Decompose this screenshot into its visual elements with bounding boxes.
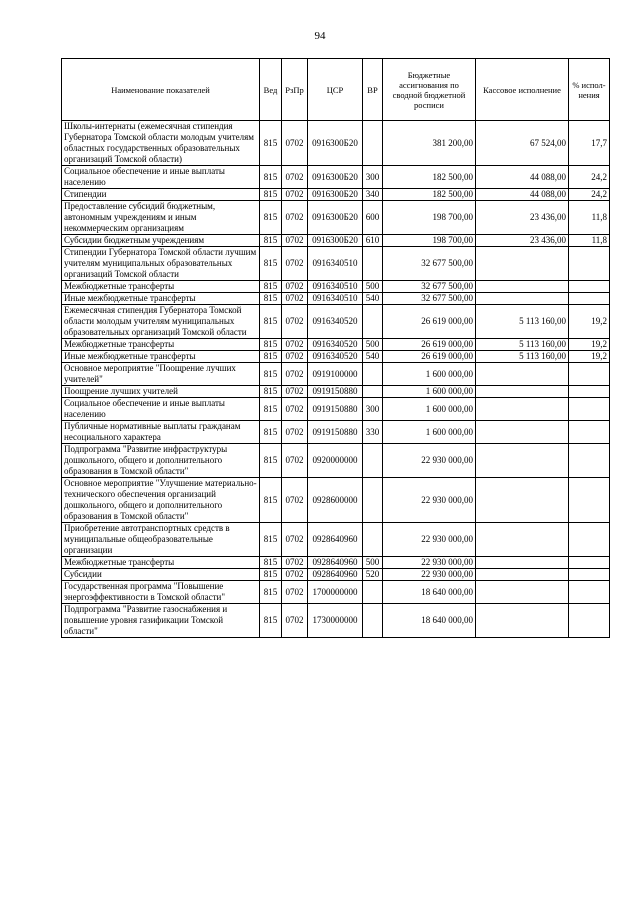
row-ved: 815 xyxy=(260,581,282,604)
row-cash-amount xyxy=(476,247,569,281)
row-ved: 815 xyxy=(260,121,282,166)
row-budget-amount: 381 200,00 xyxy=(383,121,476,166)
row-cash-amount xyxy=(476,557,569,569)
row-vr xyxy=(363,121,383,166)
row-percent: 19,2 xyxy=(569,351,610,363)
table-row xyxy=(62,569,610,581)
row-csr: 0916340510 xyxy=(308,247,363,281)
row-rzpr: 0702 xyxy=(282,569,308,581)
table-row xyxy=(62,189,610,201)
row-percent: 17,7 xyxy=(569,121,610,166)
row-budget-amount: 32 677 500,00 xyxy=(383,281,476,293)
row-rzpr: 0702 xyxy=(282,166,308,189)
row-cash-amount xyxy=(476,604,569,638)
row-name: Государственная программа "Повышение энергоэффективности в Томской области" xyxy=(62,581,260,604)
row-cash-amount: 5 113 160,00 xyxy=(476,305,569,339)
row-ved: 815 xyxy=(260,569,282,581)
header-vr: ВР xyxy=(363,59,383,121)
row-percent xyxy=(569,421,610,444)
row-cash-amount xyxy=(476,281,569,293)
table-row xyxy=(62,281,610,293)
row-percent: 11,8 xyxy=(569,235,610,247)
row-rzpr: 0702 xyxy=(282,339,308,351)
row-name: Школы-интернаты (ежемесячная стипендия Губернатора Томской области молодым учителям областных государственных образовательных организаций Томской области) xyxy=(62,121,260,166)
row-vr xyxy=(363,247,383,281)
table-row xyxy=(62,166,610,189)
row-cash-amount xyxy=(476,421,569,444)
header-pct: % испол-нения xyxy=(569,59,610,121)
row-rzpr: 0702 xyxy=(282,421,308,444)
row-percent xyxy=(569,293,610,305)
row-ved: 815 xyxy=(260,523,282,557)
row-csr: 0919150880 xyxy=(308,386,363,398)
header-name: Наименование показателей xyxy=(62,59,260,121)
table-row xyxy=(62,293,610,305)
row-cash-amount xyxy=(476,581,569,604)
row-vr: 600 xyxy=(363,201,383,235)
table-header-row xyxy=(62,59,610,121)
row-csr: 0928640960 xyxy=(308,523,363,557)
row-cash-amount: 5 113 160,00 xyxy=(476,339,569,351)
table-row xyxy=(62,121,610,166)
table-row xyxy=(62,604,610,638)
row-csr: 0916300Б20 xyxy=(308,189,363,201)
row-csr: 0916340520 xyxy=(308,339,363,351)
row-rzpr: 0702 xyxy=(282,305,308,339)
row-ved: 815 xyxy=(260,293,282,305)
row-name: Межбюджетные трансферты xyxy=(62,557,260,569)
row-name: Иные межбюджетные трансферты xyxy=(62,351,260,363)
row-percent xyxy=(569,247,610,281)
row-ved: 815 xyxy=(260,305,282,339)
row-percent: 19,2 xyxy=(569,339,610,351)
row-vr xyxy=(363,444,383,478)
row-name: Предоставление субсидий бюджетным, автономным учреждениям и иным некоммерческим организациям xyxy=(62,201,260,235)
row-vr xyxy=(363,386,383,398)
row-percent xyxy=(569,281,610,293)
row-ved: 815 xyxy=(260,421,282,444)
row-budget-amount: 26 619 000,00 xyxy=(383,305,476,339)
row-ved: 815 xyxy=(260,247,282,281)
table-body xyxy=(62,121,610,638)
row-csr: 0928640960 xyxy=(308,569,363,581)
table-row xyxy=(62,398,610,421)
row-name: Межбюджетные трансферты xyxy=(62,339,260,351)
row-vr: 500 xyxy=(363,557,383,569)
row-name: Подпрограмма "Развитие газоснабжения и повышение уровня газификации Томской области" xyxy=(62,604,260,638)
row-vr xyxy=(363,363,383,386)
row-csr: 0916300Б20 xyxy=(308,235,363,247)
row-vr: 500 xyxy=(363,339,383,351)
header-ved: Вед xyxy=(260,59,282,121)
row-ved: 815 xyxy=(260,235,282,247)
row-name: Социальное обеспечение и иные выплаты населению xyxy=(62,166,260,189)
table-row xyxy=(62,523,610,557)
row-rzpr: 0702 xyxy=(282,121,308,166)
row-csr: 0916340510 xyxy=(308,281,363,293)
row-percent xyxy=(569,398,610,421)
header-cash: Кассовое исполнение xyxy=(476,59,569,121)
row-budget-amount: 18 640 000,00 xyxy=(383,581,476,604)
row-rzpr: 0702 xyxy=(282,363,308,386)
row-csr: 0916340520 xyxy=(308,305,363,339)
row-rzpr: 0702 xyxy=(282,201,308,235)
row-vr xyxy=(363,305,383,339)
row-name: Основное мероприятие "Улучшение материально-технического обеспечения организаций дошкольного, общего и дополнительного образования в Томской области" xyxy=(62,478,260,523)
row-budget-amount: 22 930 000,00 xyxy=(383,523,476,557)
row-percent xyxy=(569,523,610,557)
row-rzpr: 0702 xyxy=(282,604,308,638)
row-name: Подпрограмма "Развитие инфраструктуры дошкольного, общего и дополнительного образования в Томской области" xyxy=(62,444,260,478)
row-ved: 815 xyxy=(260,398,282,421)
row-percent xyxy=(569,581,610,604)
row-cash-amount: 23 436,00 xyxy=(476,201,569,235)
row-vr: 540 xyxy=(363,351,383,363)
row-budget-amount: 22 930 000,00 xyxy=(383,478,476,523)
row-cash-amount xyxy=(476,569,569,581)
row-cash-amount: 23 436,00 xyxy=(476,235,569,247)
row-name: Публичные нормативные выплаты гражданам несоциального характера xyxy=(62,421,260,444)
row-ved: 815 xyxy=(260,351,282,363)
row-budget-amount: 32 677 500,00 xyxy=(383,293,476,305)
table-row xyxy=(62,363,610,386)
row-percent: 24,2 xyxy=(569,166,610,189)
row-vr: 540 xyxy=(363,293,383,305)
header-csr: ЦСР xyxy=(308,59,363,121)
row-percent xyxy=(569,569,610,581)
row-budget-amount: 1 600 000,00 xyxy=(383,363,476,386)
table-row xyxy=(62,421,610,444)
row-csr: 0916300Б20 xyxy=(308,201,363,235)
row-cash-amount xyxy=(476,523,569,557)
row-budget-amount: 182 500,00 xyxy=(383,166,476,189)
row-vr: 300 xyxy=(363,166,383,189)
row-name: Межбюджетные трансферты xyxy=(62,281,260,293)
row-rzpr: 0702 xyxy=(282,235,308,247)
table-row xyxy=(62,201,610,235)
row-rzpr: 0702 xyxy=(282,398,308,421)
row-percent xyxy=(569,363,610,386)
row-name: Стипендии xyxy=(62,189,260,201)
table-row xyxy=(62,444,610,478)
row-csr: 1700000000 xyxy=(308,581,363,604)
row-cash-amount xyxy=(476,386,569,398)
row-vr: 340 xyxy=(363,189,383,201)
page-number: 94 xyxy=(314,30,326,42)
table-row xyxy=(62,581,610,604)
row-budget-amount: 182 500,00 xyxy=(383,189,476,201)
row-vr xyxy=(363,604,383,638)
row-rzpr: 0702 xyxy=(282,581,308,604)
row-budget-amount: 32 677 500,00 xyxy=(383,247,476,281)
row-name: Основное мероприятие "Поощрение лучших учителей" xyxy=(62,363,260,386)
row-ved: 815 xyxy=(260,166,282,189)
row-name: Субсидии xyxy=(62,569,260,581)
row-percent xyxy=(569,604,610,638)
row-csr: 0916300Б20 xyxy=(308,121,363,166)
row-percent xyxy=(569,386,610,398)
row-csr: 0919150880 xyxy=(308,421,363,444)
row-rzpr: 0702 xyxy=(282,478,308,523)
row-ved: 815 xyxy=(260,557,282,569)
row-name: Социальное обеспечение и иные выплаты населению xyxy=(62,398,260,421)
row-csr: 0916300Б20 xyxy=(308,166,363,189)
row-vr: 330 xyxy=(363,421,383,444)
row-cash-amount xyxy=(476,444,569,478)
row-percent xyxy=(569,444,610,478)
row-cash-amount xyxy=(476,293,569,305)
row-budget-amount: 198 700,00 xyxy=(383,201,476,235)
row-budget-amount: 22 930 000,00 xyxy=(383,569,476,581)
row-cash-amount: 44 088,00 xyxy=(476,166,569,189)
row-budget-amount: 18 640 000,00 xyxy=(383,604,476,638)
row-rzpr: 0702 xyxy=(282,557,308,569)
table-row xyxy=(62,557,610,569)
table-row xyxy=(62,386,610,398)
row-rzpr: 0702 xyxy=(282,281,308,293)
row-percent: 11,8 xyxy=(569,201,610,235)
row-cash-amount xyxy=(476,478,569,523)
row-name: Стипендии Губернатора Томской области лучшим учителям муниципальных образовательных организаций Томской области xyxy=(62,247,260,281)
row-percent xyxy=(569,478,610,523)
row-csr: 0919100000 xyxy=(308,363,363,386)
row-csr: 0916340520 xyxy=(308,351,363,363)
row-vr: 300 xyxy=(363,398,383,421)
row-rzpr: 0702 xyxy=(282,386,308,398)
row-cash-amount: 67 524,00 xyxy=(476,121,569,166)
row-ved: 815 xyxy=(260,363,282,386)
budget-table xyxy=(61,58,610,638)
row-budget-amount: 26 619 000,00 xyxy=(383,351,476,363)
row-rzpr: 0702 xyxy=(282,293,308,305)
row-csr: 0928640960 xyxy=(308,557,363,569)
row-rzpr: 0702 xyxy=(282,523,308,557)
row-rzpr: 0702 xyxy=(282,351,308,363)
row-cash-amount: 5 113 160,00 xyxy=(476,351,569,363)
row-percent xyxy=(569,557,610,569)
row-ved: 815 xyxy=(260,478,282,523)
row-budget-amount: 22 930 000,00 xyxy=(383,444,476,478)
row-budget-amount: 1 600 000,00 xyxy=(383,421,476,444)
row-budget-amount: 26 619 000,00 xyxy=(383,339,476,351)
row-ved: 815 xyxy=(260,189,282,201)
row-csr: 0920000000 xyxy=(308,444,363,478)
table-row xyxy=(62,339,610,351)
row-ved: 815 xyxy=(260,604,282,638)
row-csr: 0928600000 xyxy=(308,478,363,523)
row-cash-amount xyxy=(476,363,569,386)
header-rzpr: РзПр xyxy=(282,59,308,121)
row-ved: 815 xyxy=(260,444,282,478)
row-vr: 500 xyxy=(363,281,383,293)
row-csr: 0919150880 xyxy=(308,398,363,421)
row-rzpr: 0702 xyxy=(282,444,308,478)
row-name: Иные межбюджетные трансферты xyxy=(62,293,260,305)
table-row xyxy=(62,305,610,339)
table-row xyxy=(62,247,610,281)
row-cash-amount xyxy=(476,398,569,421)
row-budget-amount: 198 700,00 xyxy=(383,235,476,247)
row-vr xyxy=(363,581,383,604)
row-name: Ежемесячная стипендия Губернатора Томской области молодым учителям муниципальных образовательных организаций Томской области xyxy=(62,305,260,339)
row-budget-amount: 1 600 000,00 xyxy=(383,398,476,421)
row-ved: 815 xyxy=(260,339,282,351)
row-csr: 0916340510 xyxy=(308,293,363,305)
row-percent: 19,2 xyxy=(569,305,610,339)
row-ved: 815 xyxy=(260,386,282,398)
row-budget-amount: 1 600 000,00 xyxy=(383,386,476,398)
table-row xyxy=(62,478,610,523)
row-name: Поощрение лучших учителей xyxy=(62,386,260,398)
row-ved: 815 xyxy=(260,281,282,293)
row-rzpr: 0702 xyxy=(282,247,308,281)
row-rzpr: 0702 xyxy=(282,189,308,201)
row-vr: 520 xyxy=(363,569,383,581)
row-vr: 610 xyxy=(363,235,383,247)
row-budget-amount: 22 930 000,00 xyxy=(383,557,476,569)
row-name: Субсидии бюджетным учреждениям xyxy=(62,235,260,247)
row-percent: 24,2 xyxy=(569,189,610,201)
row-cash-amount: 44 088,00 xyxy=(476,189,569,201)
row-ved: 815 xyxy=(260,201,282,235)
row-vr xyxy=(363,523,383,557)
row-csr: 1730000000 xyxy=(308,604,363,638)
row-vr xyxy=(363,478,383,523)
table-row xyxy=(62,235,610,247)
header-budget: Бюджетные ассигнования по сводной бюджетной росписи xyxy=(383,59,476,121)
table-row xyxy=(62,351,610,363)
row-name: Приобретение автотранспортных средств в муниципальные общеобразовательные организации xyxy=(62,523,260,557)
